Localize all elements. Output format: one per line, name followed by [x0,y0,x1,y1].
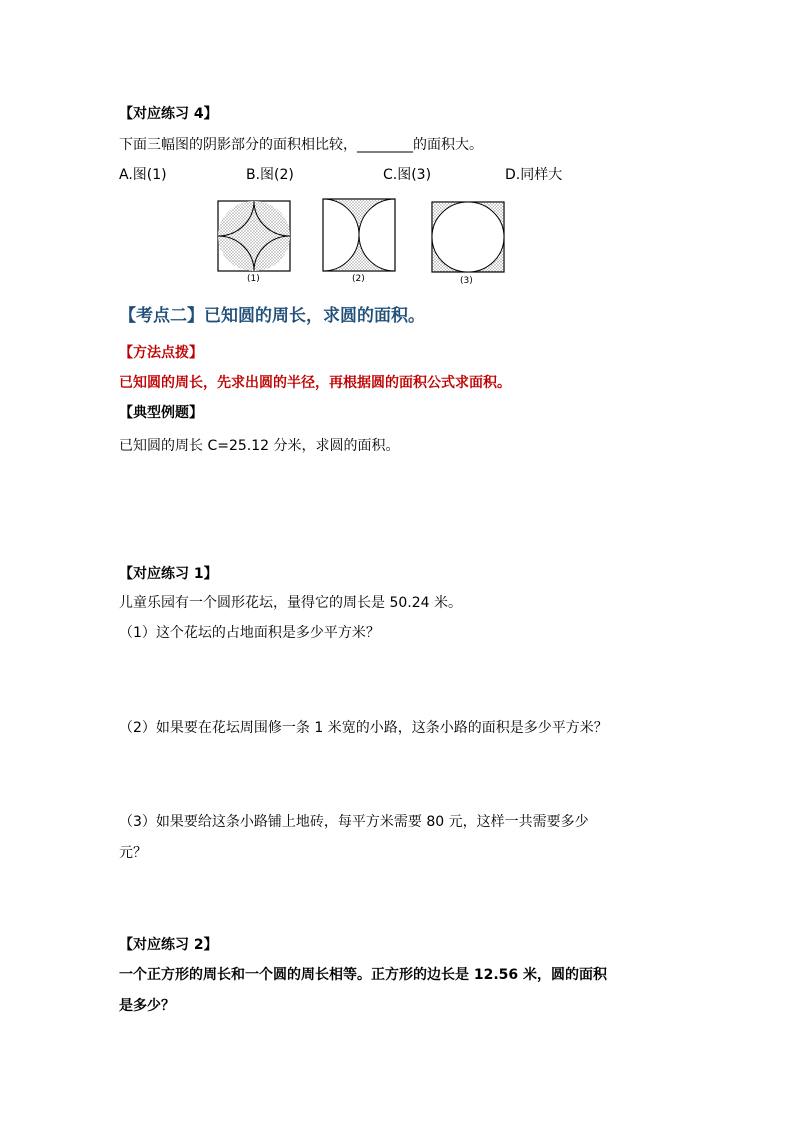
figure-1-caption: (1) [247,274,260,284]
option-c: C.图(3) [383,167,432,183]
figure-3-caption: (3) [460,276,473,286]
option-b: B.图(2) [246,167,294,183]
method-title: 【方法点拨】 [119,345,203,361]
figure-2 [322,198,396,272]
practice1-q1: （1）这个花坛的占地面积是多少平方米？ [119,625,380,641]
practice2-line2: 是多少？ [119,998,175,1014]
practice2-line1: 一个正方形的周长和一个圆的周长相等。正方形的边长是 12.56 米，圆的面积 [119,967,608,983]
figure-2-caption: (2) [352,274,365,284]
example-title: 【典型例题】 [119,405,203,421]
figure-3 [431,201,505,273]
practice1-intro: 儿童乐园有一个圆形花坛，量得它的周长是 50.24 米。 [119,595,462,611]
point2-title: 【考点二】已知圆的周长，求圆的面积。 [119,306,425,326]
option-d: D.同样大 [505,167,563,183]
practice2-title: 【对应练习 2】 [119,937,218,953]
practice4-question: 下面三幅图的阴影部分的面积相比较，________的面积大。 [119,137,483,153]
practice1-q3-line2: 元？ [119,845,147,861]
practice1-q2: （2）如果要在花坛周围修一条 1 米宽的小路，这条小路的面积是多少平方米？ [119,720,608,736]
practice4-title: 【对应练习 4】 [119,106,218,122]
method-text: 已知圆的周长，先求出圆的半径，再根据圆的面积公式求面积。 [119,375,511,391]
practice1-title: 【对应练习 1】 [119,566,218,582]
figure-1 [217,200,291,272]
practice1-q3-line1: （3）如果要给这条小路铺上地砖，每平方米需要 80 元，这样一共需要多少 [119,814,589,830]
example-text: 已知圆的周长 C=25.12 分米，求圆的面积。 [119,438,400,454]
option-a: A.图(1) [119,167,167,183]
